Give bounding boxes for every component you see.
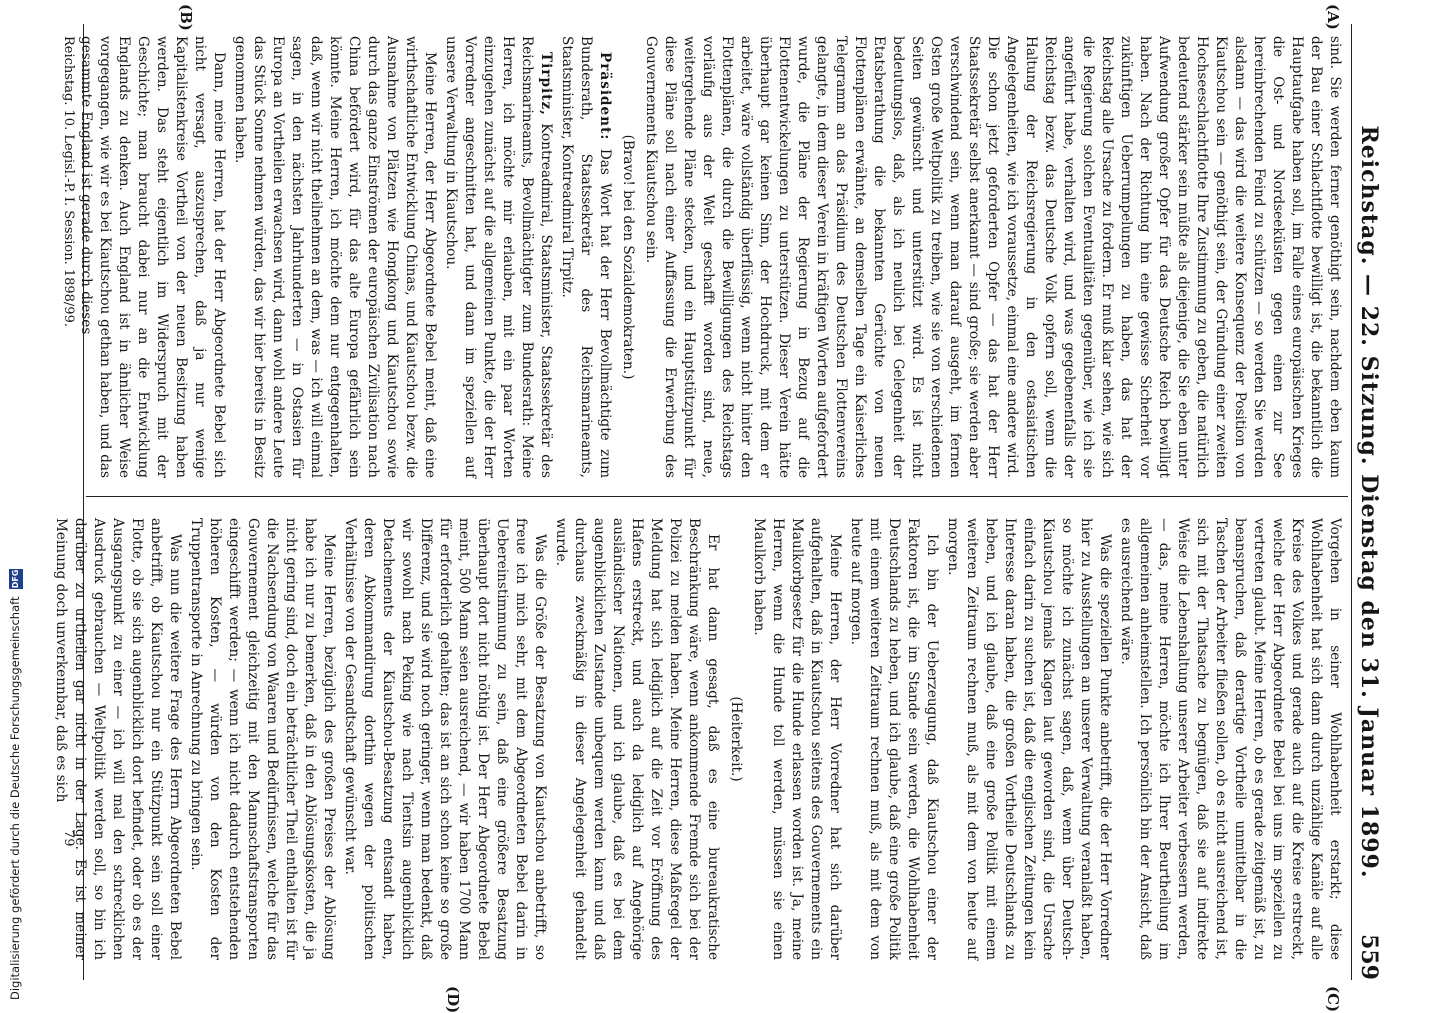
president-statement	[557, 36, 614, 478]
margin-mark-d: (D)	[444, 986, 462, 1013]
paragraph: Meine Herren, der Herr Abgeordnete Bebel meint, daß eine wirthschaftliche Entwicklung Chinas, und Kiautschou bezw. die Ausnahme von Plätzen wie Hongkong und Kiautschou sowie durch das ganze Einströmen der europäischen Zivilisation nach China befördert wird, für das alte Europa gefährlich sein könnte. Meine Herren, ich möchte dem nur entgegenhalten, daß, wenn wir nicht theilnehmen an dem, was — ich will einmal sagen, in den nächsten Jahrhunderten — in Ostasien für Europa an Vortheilen erwachsen wird, dann wohl andere Leute das Stück Sonne nehmen würden, das wir hier bereits in Besitz genommen haben.	[232, 36, 438, 478]
speaker-name: Präsident:	[597, 52, 613, 141]
paragraph: Meine Herren, der Herr Vorredner hat sich darüber aufgehalten, daß in Kiautschou seitens des Gouvernements ein Maulkorbgesetz für die Hunde erlassen worden ist. Ja, meine Herren, wenn die Hunde toll werden, müssen sie einen Maulkorb haben.	[751, 518, 843, 960]
paragraph: Vorgehen in seiner Wohlhabenheit erstarkt; diese Wohlhabenheit hat sich dann durch unzählige Kanäle auf alle Kreise des Volkes und gerade auch auf die Kreise erstreckt, welche der Herr Abgeordnete Bebel bei uns im speziellen zu vertreten glaubt. Meine Herren, ob es gerade zeitgemäß ist, zu beanspruchen, daß derartige Vortheile unmittelbar in die Taschen der Arbeiter fließen sollen, ob es nicht ausreichend ist, sich mit der Thatsache zu begnügen, daß sie auf indirekte Weise die Lebenshaltung unserer Arbeiter verbessern werden, — das, meine Herren, möchte ich Ihrer Beurtheilung im allgemeinen anheimstellen. Ich persönlich bin der Ansicht, daß es ausreichend wäre.	[1118, 518, 1343, 960]
paragraph: Meine Herren, bezüglich des großen Preises der Ablösung habe ich nur zu bemerken, daß in den Ablösungskosten, die ja nicht gering sind, doch ein beträchtlicher Theil enthalten ist für die Nachsendung von Waaren und Bedürfnissen, welche für das Gouvernement gleichzeitig mit den Mannschaftstransporten eingeschifft werden; — wenn ich nicht dadurch entstehenden höheren Kosten, — würden von den Kosten der Truppentransporte in Anrechnung zu bringen sein.	[188, 518, 337, 960]
left-column	[78, 36, 1344, 479]
paragraph: Was die Größe der Besatzung von Kiautschou anbetrifft, so freue ich mich sehr, mit dem Abgeordneten Bebel darin in Uebereinstimmung zu sein, daß eine größere Besatzung überhaupt dort nicht nöthig ist. Der Herr Abgeordnete Bebel meint, 500 Mann seien ausreichend, — wir haben 1700 Mann für erforderlich gehalten; das ist an sich schon keine so große Differenz, und sie wird noch geringer, wenn man bedenkt, daß wir sowohl nach Peking wie nach Tientsin augenblicklich Detachements der Kiautschou-Besatzung entsandt haben, deren Abkommandirung dorthin wegen der politischen Verhältnisse von der Gesandtschaft gewünscht war.	[342, 518, 548, 960]
column-divider	[86, 496, 1348, 497]
paragraph: Dann, meine Herren, hat der Herr Abgeordnete Bebel sich nicht versagt, auszusprechen, daß ja nur wenige Kapitalistenkreise Vortheil von der neuen Besitzung haben werden. Das steht eigentlich im Widerspruch mit der Geschichte; man braucht dabei nur an die Entwicklung Englands zu denken. Auch England ist in ähnlicher Weise vorgegangen, wie wir es bei Kiautschou gethan haben, und das gesammte England ist gerade durch dieses	[78, 36, 227, 478]
dfg-logo-icon: DFG	[9, 569, 23, 589]
applause-note: (Bravo! bei den Sozialdemokraten.)	[620, 134, 636, 380]
paragraph: sind. Sie werden ferner genöthigt sein, nachdem eben kaum der Bau einer Schlachtflotte bewilligt ist, die bekanntlich die Hauptaufgabe haben soll, im Falle eines europäischen Krieges die Ost- und Nordseeküsten gegen einen zur See hereinbrechenden Feind zu schützen — so werden Sie werden alsdann — das wird die weitere Konsequenz der Position von Kiautschou sein — genöthigt sein, der Gründung einer zweiten Hochseeschlachtflotte Ihre Zustimmung zu geben, die natürlich bedeutend stärker sein müßte als diejenige, die Sie eben unter Aufwendung großer Opfer für das Deutsche Reich bewilligt haben. Nach der Richtung hin eine gewisse Sicherheit vor zukünftigen Ueberrumpelungen zu haben, das hat der Reichstag alle Ursache zu fordern. Er muß klar sehen, wie sich die Regierung solchen Eventualitäten gegenüber, wie ich sie angeführt habe, verhalten wird, und was gegebenenfalls der Reichstag bezw. das Deutsche Volk opfern soll, wenn die Haltung der Reichsregierung in den ostasiatischen Angelegenheiten, wie ich voraussetze, einmal eine andere wird. Die schon jetzt geforderten Opfer — das hat der Herr Staatssekretär selbst anerkannt — sind große; sie werden aber verschwindend sein, wenn man darauf ausgeht, im fernen Osten große Weltpolitik zu treiben, wie sie von verschiedenen Seiten gewünscht und unterstützt wird. Es ist nicht bedeutungslos, daß, als ich neulich bei Gelegenheit der Etatsberathung die bekannten Gerüchte von neuen Flottenplänen erwähnte, an demselben Tage ein Kaiserliches Telegramm an das Präsidium des Deutschen Flottenvereins gelangte, in dem dieser Verein in kräftigen Worten aufgefordert wurde, die Pläne der Regierung in Bezug auf die Flottenentwickelungen zu unterstützen. Dieser Verein hätte überhaupt gar keinen Sinn, der Hochdruck, mit dem er arbeitet, wäre vollständig überflüssig, wenn nicht hinter den Flottenplänen, die durch die Bewilligungen des Reichstags vorläufig aus der Welt geschafft worden sind, neue, weitergehende Pläne stecken, und ein Hauptstützpunkt für diese Pläne soll nach einer Auffassung die Erwerbung des Gouvernements Kiautschou sein.	[643, 36, 1343, 479]
footer-sheet-number: 79	[61, 830, 76, 847]
footer-rule	[83, 24, 84, 980]
paragraph: Was nun die weitere Frage des Herrn Abgeordneten Bebel anbetrifft, ob Kiautschou nur ein Stützpunkt sein soll einer Flotte, ob sie sich augenblicklich dort befindet, oder ob es der Ausgangspunkt zu einer — ich will mal den schrecklichen Ausdruck gebrauchen — Weltpolitik werden soll, so bin ich darüber zu urtheilen gar nicht in der Lage. Es ist meiner Meinung doch unverkennbar, daß es sich	[53, 518, 183, 960]
paragraph: Ich bin der Ueberzeugung, daß Kiautschou einer der Faktoren ist, die im Stande sein werden, die Wohlhabenheit Deutschlands zu heben, und ich glaube, daß eine große Politik mit einem weiteren Zeitraum rechnen muß, als mit dem von heute auf morgen.	[848, 518, 940, 960]
margin-mark-c: (C)	[1324, 986, 1342, 1013]
footer-session-info: Reichstag. 10. Legisl.-P. I. Session. 1898/99.	[61, 36, 76, 327]
statement-text: Meine Herren, ich möchte mir erlauben, mit ein paar Worten einzugehen zunächst auf die allgemeinen Punkte, die der Herr Vorredner angeschnitten hat, und dann im speziellen auf unsere Verwaltung in Kiautschou.	[443, 36, 535, 478]
page-header	[1354, 24, 1386, 980]
digitization-note	[4, 0, 28, 1000]
page-title: Reichstag. — 22. Sitzung. Dienstag den 31. Januar 1899.	[1356, 125, 1382, 879]
page-number: 559	[1356, 934, 1382, 980]
tirpitz-statement	[441, 36, 555, 478]
laughter-note: (Heiterkeit.)	[728, 696, 744, 782]
statement-text: Das Wort hat der Herr Bevollmächtigte zum Bundesrath, Staatssekretär des Reichsmarineamts, Staatsminister, Kontreadmiral Tirpitz.	[559, 36, 613, 478]
newspaper-page	[30, 0, 1400, 1013]
paragraph: Er hat dann gesagt, daß es eine bureaukratische Beschränkung wäre, wenn ankommende Fremde sich bei der Polizei zu melden haben. Meine Herren, diese Maßregel der Meldung hat sich lediglich auf die Zeit vor Eröffnung des Hafens erstreckt, und auch da lediglich auf Angehörige ausländischer Nationen, und ich glaube, daß es bei dem augenblicklichen Zustande unbequem werden kann und daß durchaus zweckmäßig in dieser Angelegenheit gehandelt wurde.	[553, 518, 721, 960]
digitization-text: Digitalisierung gefördert durch die Deutsche Forschungsgemeinschaft	[8, 596, 22, 1000]
paragraph: Was die speziellen Punkte anbetrifft, die der Herr Vorredner hier zu Ausstellungen an unserer Verwaltung veranlaßt haben, so möchte ich zunächst sagen, daß, wenn über Deutsch-Kiautschou jemals Klagen laut geworden sind, die Ursache einfach darin zu suchen ist, daß die englischen Zeitungen kein Interesse daran haben, die großen Vortheile Deutschlands zu heben, und ich glaube, daß eine große Politik mit einem weiteren Zeitraum rechnen muß, als mit dem von heute auf morgen.	[945, 518, 1113, 960]
speaker-title: Kontreadmiral, Staatsminister, Staatssekretär des Reichsmarineamts, Bevollmächtigter zum Bundesrath:	[519, 36, 554, 478]
margin-mark-b: (B)	[177, 4, 195, 31]
speaker-name: Tirpitz,	[538, 52, 554, 116]
header-rule	[1351, 24, 1352, 980]
margin-mark-a: (A)	[1324, 4, 1342, 30]
